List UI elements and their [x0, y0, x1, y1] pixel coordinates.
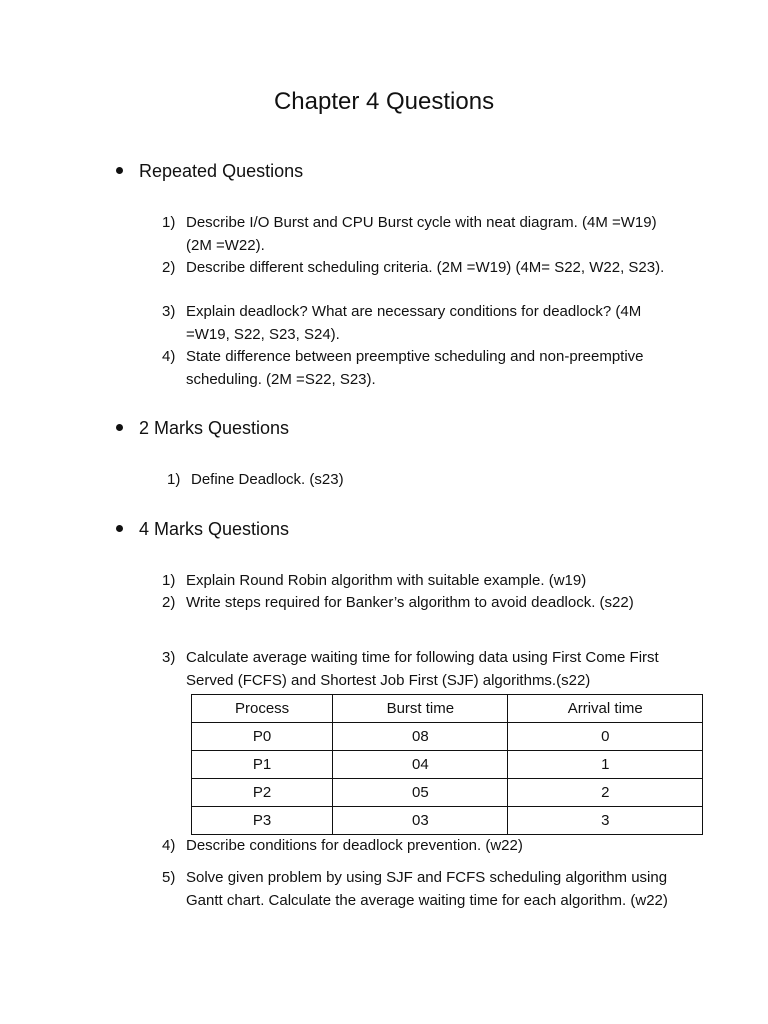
section-heading-repeated	[116, 161, 303, 182]
list-item	[167, 468, 691, 491]
question-text: Explain deadlock? What are necessary conditions for deadlock? (4M =W19, S22, S23, S24).	[186, 303, 642, 343]
table-header-row	[192, 695, 703, 723]
table-cell: P1	[192, 751, 333, 779]
table-cell: P3	[192, 807, 333, 835]
table-cell: P2	[192, 779, 333, 807]
list-number: 4)	[162, 837, 176, 854]
list-number: 2)	[162, 259, 176, 276]
section-heading-text: 4 Marks Questions	[139, 519, 290, 539]
list-item	[162, 834, 686, 857]
list-item	[162, 866, 686, 912]
table-header-cell: Process	[192, 695, 333, 723]
table-cell: 2	[508, 779, 703, 807]
list-item	[162, 256, 686, 279]
bullet-icon	[116, 167, 123, 174]
list-number: 1)	[162, 572, 176, 589]
bullet-icon	[116, 525, 123, 532]
list-number: 1)	[162, 214, 176, 231]
question-text: Solve given problem by using SJF and FCFS scheduling algorithm using Gantt chart. Calculate the average waiting time for each algorithm. (w22)	[186, 869, 668, 909]
table-cell: 08	[333, 723, 508, 751]
list-number: 1)	[167, 471, 181, 488]
table-cell: 05	[333, 779, 508, 807]
section-heading-text: Repeated Questions	[139, 161, 304, 181]
question-text: Describe I/O Burst and CPU Burst cycle with neat diagram. (4M =W19) (2M =W22).	[186, 214, 657, 254]
list-item	[162, 300, 686, 346]
question-text: State difference between preemptive scheduling and non-preemptive scheduling. (2M =S22, S23).	[186, 348, 644, 388]
table-cell: 03	[333, 807, 508, 835]
question-text: Write steps required for Banker’s algorithm to avoid deadlock. (s22)	[186, 594, 634, 611]
page-title: Chapter 4 Questions	[273, 88, 495, 115]
table-row	[192, 723, 703, 751]
list-number: 4)	[162, 348, 176, 365]
table-cell: P0	[192, 723, 333, 751]
list-number: 5)	[162, 869, 176, 886]
list-number: 3)	[162, 303, 176, 320]
table-cell: 3	[508, 807, 703, 835]
table-row	[192, 779, 703, 807]
question-text: Explain Round Robin algorithm with suitable example. (w19)	[186, 572, 587, 589]
table-header-cell: Arrival time	[508, 695, 703, 723]
section-heading-four-marks	[116, 519, 289, 540]
section-heading-text: 2 Marks Questions	[139, 418, 290, 438]
list-item	[162, 345, 686, 391]
table-cell: 1	[508, 751, 703, 779]
list-item	[162, 569, 686, 592]
table-row	[192, 751, 703, 779]
table-row	[192, 807, 703, 835]
process-table	[191, 694, 703, 835]
list-item	[162, 211, 686, 257]
list-number: 3)	[162, 649, 176, 666]
question-text: Describe conditions for deadlock prevention. (w22)	[186, 837, 523, 854]
question-text: Define Deadlock. (s23)	[191, 471, 344, 488]
question-text: Describe different scheduling criteria. (2M =W19) (4M= S22, W22, S23).	[186, 259, 665, 276]
question-text: Calculate average waiting time for following data using First Come First Served (FCFS) and Shortest Job First (SJF) algorithms.(s22)	[186, 649, 659, 689]
list-item	[162, 646, 686, 692]
list-item	[162, 591, 686, 614]
list-number: 2)	[162, 594, 176, 611]
section-heading-two-marks	[116, 418, 289, 439]
table-cell: 0	[508, 723, 703, 751]
bullet-icon	[116, 424, 123, 431]
table-header-cell: Burst time	[333, 695, 508, 723]
table-cell: 04	[333, 751, 508, 779]
